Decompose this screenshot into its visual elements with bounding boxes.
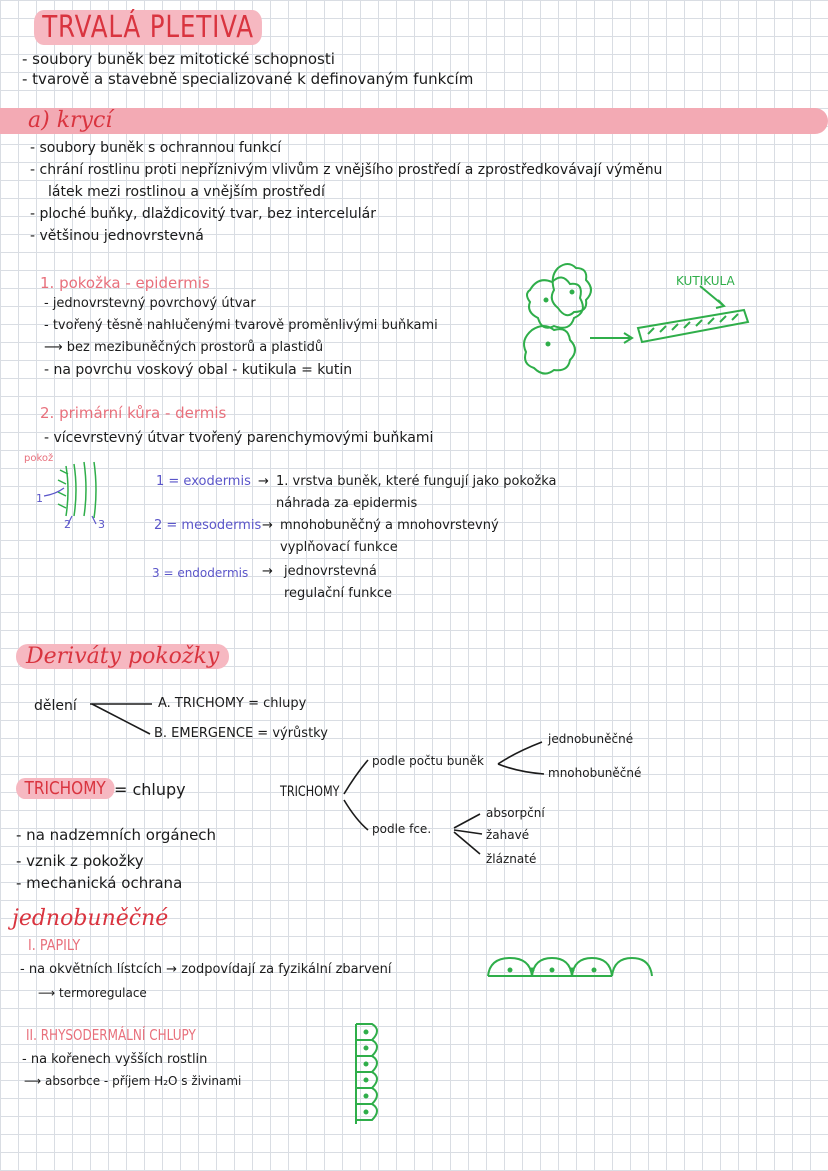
deleni-label: dělení (34, 698, 77, 714)
exodermis-text-2: náhrada za epidermis (276, 496, 418, 511)
page-title: TRVALÁ PLETIVA (34, 10, 262, 45)
epidermis-cells-drawing (524, 264, 591, 374)
jednobunecne-heading: jednobuněčné (12, 906, 169, 931)
kura-label-1: 1 (36, 492, 43, 505)
exodermis-term: 1 = exodermis (156, 474, 251, 489)
derivaty-a: A. TRICHOMY = chlupy (158, 696, 307, 711)
kura-line: - vícevrstevný útvar tvořený parenchymovými buňkami (44, 430, 434, 446)
rhizo-line-2: ⟶ absorbce - příjem H₂O s živinami (24, 1074, 242, 1088)
branch-fce-zlaznate: žláznaté (486, 852, 537, 866)
rhizo-line-1: - na kořenech vyšších rostlin (22, 1052, 208, 1067)
rhizo-heading: II. RHYSODERMÁLNÍ CHLUPY (26, 1026, 196, 1044)
kryci-line-4: - ploché buňky, dlaždicovitý tvar, bez intercelulár (30, 206, 376, 222)
endodermis-term: 3 = endodermis (152, 566, 249, 580)
section-bar-kryci (0, 108, 828, 134)
trichomy-tree-root: TRICHOMY (280, 784, 340, 800)
branch-pocet-mnoho: mnohobuněčné (548, 766, 642, 780)
mesodermis-text-1: mnohobuněčný a mnohovrstevný (280, 518, 499, 533)
branch-fce: podle fce. (372, 822, 432, 836)
derivaty-heading: Deriváty pokožky (16, 644, 229, 669)
pokozka-heading: 1. pokožka - epidermis (40, 274, 210, 292)
branch-pocet-jedno: jednobuněčné (548, 732, 634, 746)
branch-pocet: podle počtu buněk (372, 754, 484, 768)
endodermis-arrow: → (262, 564, 273, 579)
trichomy-heading: TRICHOMY (16, 778, 114, 799)
dermis-layers-drawing (58, 462, 96, 518)
pokozka-line-2: - tvořený těsně nahlučenými tvarově proměnlivými buňkami (44, 318, 438, 333)
trichomy-line-2: - vznik z pokožky (16, 852, 144, 870)
kura-label-2: 2 (64, 518, 71, 531)
trichomy-line-3: - mechanická ochrana (16, 874, 183, 892)
pokozka-line-4: - na povrchu voskový obal - kutikula = kutin (44, 362, 353, 378)
arrow-to-kutikula-drawing (590, 333, 632, 343)
derivaty-b: B. EMERGENCE = výrůstky (154, 726, 328, 741)
branch-fce-absorpcni: absorpční (486, 806, 545, 820)
intro-line-1: - soubory buněk bez mitotické schopnosti (22, 50, 335, 68)
intro-line-2: - tvarově a stavebně specializované k definovaným funkcím (22, 70, 474, 88)
kryci-line-5: - většinou jednovrstevná (30, 228, 204, 244)
endodermis-text-2: regulační funkce (284, 586, 392, 601)
mesodermis-text-2: vyplňovací funkce (280, 540, 398, 555)
mesodermis-term: 2 = mesodermis (154, 518, 262, 533)
pokozka-line-1: - jednovrstevný povrchový útvar (44, 296, 256, 311)
papily-line-1: - na okvětních lístcích → zodpovídají za fyzikální zbarvení (20, 962, 392, 977)
papily-line-2: ⟶ termoregulace (38, 986, 147, 1000)
kryci-heading: a) krycí (28, 108, 113, 133)
exodermis-text-1: 1. vrstva buněk, které fungují jako pokožka (276, 474, 557, 489)
kryci-line-1: - soubory buněk s ochrannou funkcí (30, 140, 282, 156)
kura-label-3: 3 (98, 518, 105, 531)
kryci-line-2: - chrání rostlinu proti nepříznivým vlivům z vnějšího prostředí a zprostředkovávají výměnu (30, 162, 663, 178)
branch-fce-zahave: žahavé (486, 828, 530, 842)
deleni-branches (90, 704, 152, 734)
endodermis-text-1: jednovrstevná (284, 564, 377, 579)
kutikula-label: KUTIKULA (676, 274, 735, 288)
mesodermis-arrow: → (262, 518, 273, 533)
rhizo-hairs-drawing (356, 1024, 377, 1124)
papily-heading: I. PAPILY (28, 936, 81, 954)
pokozka-line-3: ⟶ bez mezibuněčných prostorů a plastidů (44, 340, 324, 355)
kura-label-pokoz: pokož (24, 453, 54, 464)
kutikula-strip-drawing (638, 286, 748, 342)
exodermis-arrow: → (258, 474, 269, 489)
kura-heading: 2. primární kůra - dermis (40, 404, 227, 422)
kryci-line-3: látek mezi rostlinou a vnějším prostředí (48, 184, 325, 200)
papily-drawing (488, 958, 652, 976)
trichomy-heading-suffix: = chlupy (114, 780, 186, 799)
trichomy-line-1: - na nadzemních orgánech (16, 826, 217, 844)
